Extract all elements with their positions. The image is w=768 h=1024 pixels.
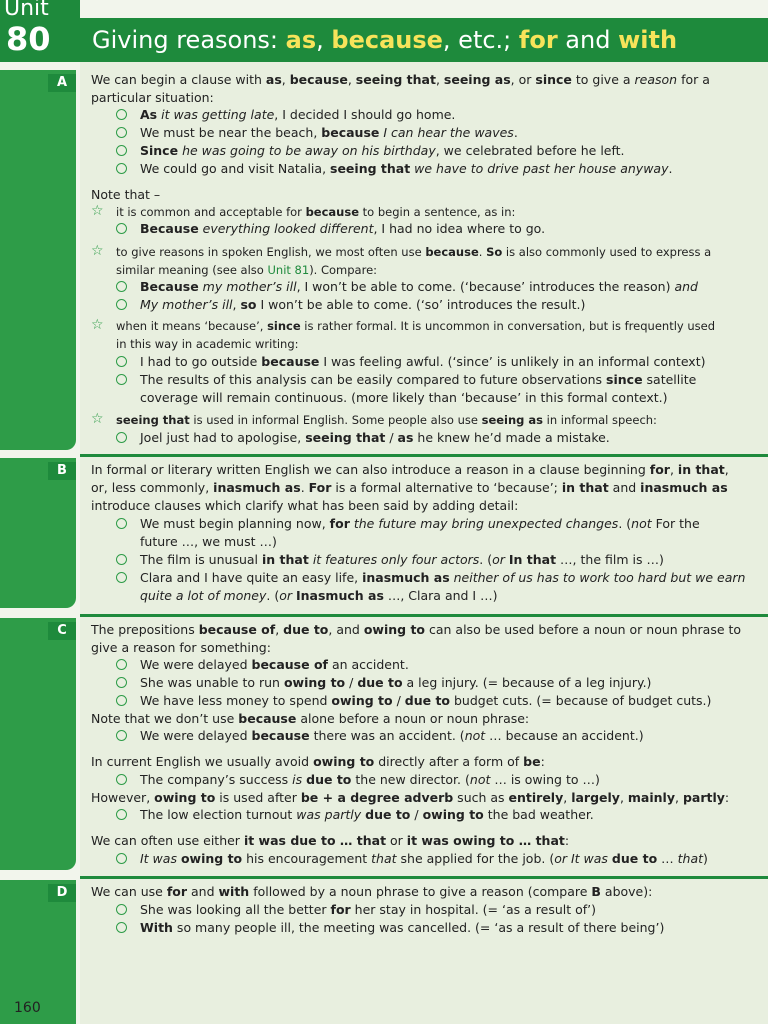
text-line: seeing that is used in informal English. Some people also use seeing as in informal speech:: [116, 413, 657, 427]
text-line: I had to go outside because I was feeling awful. (‘since’ is unlikely in an informal context): [140, 354, 706, 369]
text-line: similar meaning (see also Unit 81). Compare:: [116, 263, 378, 277]
text-line: My mother’s ill, so I won’t be able to come. (‘so’ introduces the result.): [140, 297, 586, 312]
section-letter-b: B: [48, 462, 76, 480]
text-line: Because my mother’s ill, I won’t be able to come. (‘because’ introduces the reason) and: [140, 279, 698, 294]
text-line: As it was getting late, I decided I should go home.: [140, 107, 456, 122]
star-icon: ☆: [91, 317, 104, 333]
bullet-icon: [116, 659, 127, 670]
text-line: With so many people ill, the meeting was cancelled. (= ‘as a result of there being’): [140, 920, 665, 935]
text-line: Since he was going to be away on his birthday, we celebrated before he left.: [140, 143, 625, 158]
bullet-icon: [116, 554, 127, 565]
text-line: particular situation:: [91, 90, 214, 105]
section-letter-d: D: [48, 884, 76, 902]
text-line: The company’s success is due to the new director. (not … is owing to …): [140, 772, 600, 787]
bullet-icon: [116, 922, 127, 933]
bullet-icon: [116, 145, 127, 156]
section-letter-a: A: [48, 74, 76, 92]
sidebar-section-c: [0, 618, 76, 870]
text-line: In formal or literary written English we can also introduce a reason in a clause beginning for, in that,: [91, 462, 729, 477]
bullet-icon: [116, 281, 127, 292]
text-line: However, owing to is used after be + a degree adverb such as entirely, largely, mainly, partly:: [91, 790, 730, 805]
text-line: We can often use either it was due to … that or it was owing to … that:: [91, 833, 570, 848]
text-line: quite a lot of money. (or Inasmuch as …, Clara and I …): [140, 588, 498, 603]
text-line: give a reason for something:: [91, 640, 271, 655]
bullet-icon: [116, 163, 127, 174]
text-line: or, less commonly, inasmuch as. For is a formal alternative to ‘because’; in that and inasmuch as: [91, 480, 728, 495]
text-line: She was looking all the better for her stay in hospital. (= ‘as a result of’): [140, 902, 596, 917]
bullet-icon: [116, 730, 127, 741]
bullet-icon: [116, 127, 127, 138]
text-line: We have less money to spend owing to / due to budget cuts. (= because of budget cuts.): [140, 693, 712, 708]
bullet-icon: [116, 809, 127, 820]
text-line: We must begin planning now, for the future may bring unexpected changes. (not For the: [140, 516, 700, 531]
text-line: coverage will remain continuous. (more likely than ‘because’ in this formal context.): [140, 390, 668, 405]
star-icon: ☆: [91, 411, 104, 427]
bullet-icon: [116, 572, 127, 583]
text-line: The low election turnout was partly due to / owing to the bad weather.: [140, 807, 594, 822]
unit-label: Unit: [4, 0, 49, 21]
text-line: Note that we don’t use because alone before a noun or noun phrase:: [91, 711, 530, 726]
text-line: We can use for and with followed by a noun phrase to give a reason (compare B above):: [91, 884, 653, 899]
text-line: Note that –: [91, 187, 161, 202]
divider: [80, 876, 768, 879]
text-line: to give reasons in spoken English, we most often use because. So is also commonly used to express a: [116, 245, 712, 259]
star-icon: ☆: [91, 203, 104, 219]
bullet-icon: [116, 374, 127, 385]
text-line: Clara and I have quite an easy life, inasmuch as neither of us has to work too hard but we earn: [140, 570, 746, 585]
bullet-icon: [116, 904, 127, 915]
text-line: We must be near the beach, because I can hear the waves.: [140, 125, 518, 140]
text-line: future …, we must …): [140, 534, 277, 549]
sidebar-section-a: [0, 70, 76, 450]
text-line: Because everything looked different, I had no idea where to go.: [140, 221, 546, 236]
unit-badge: [0, 0, 80, 62]
text-line: The results of this analysis can be easily compared to future observations since satellite: [140, 372, 697, 387]
text-line: She was unable to run owing to / due to a leg injury. (= because of a leg injury.): [140, 675, 652, 690]
bullet-icon: [116, 518, 127, 529]
bullet-icon: [116, 774, 127, 785]
text-line: We could go and visit Natalia, seeing that we have to drive past her house anyway.: [140, 161, 673, 176]
text-line: We were delayed because of an accident.: [140, 657, 409, 672]
text-line: We can begin a clause with as, because, seeing that, seeing as, or since to give a reason for a: [91, 72, 710, 87]
text-line: introduce clauses which clarify what has been said by adding detail:: [91, 498, 519, 513]
bullet-icon: [116, 677, 127, 688]
text-line: We were delayed because there was an accident. (not … because an accident.): [140, 728, 644, 743]
text-line: Joel just had to apologise, seeing that / as he knew he’d made a mistake.: [140, 430, 610, 445]
bullet-icon: [116, 356, 127, 367]
unit-number: 80: [6, 20, 51, 58]
sidebar-section-b: [0, 458, 76, 608]
section-letter-c: C: [48, 622, 76, 640]
bullet-icon: [116, 432, 127, 443]
text-line: The film is unusual in that it features only four actors. (or In that …, the film is …): [140, 552, 664, 567]
text-line: in this way in academic writing:: [116, 337, 299, 351]
text-line: it is common and acceptable for because to begin a sentence, as in:: [116, 205, 516, 219]
divider: [80, 454, 768, 457]
divider: [80, 614, 768, 617]
page-title: Giving reasons: as, because, etc.; for and with: [80, 18, 768, 62]
star-icon: ☆: [91, 243, 104, 259]
bullet-icon: [116, 695, 127, 706]
bullet-icon: [116, 299, 127, 310]
bullet-icon: [116, 109, 127, 120]
text-line: The prepositions because of, due to, and owing to can also be used before a noun or noun phrase to: [91, 622, 742, 637]
text-line: when it means ‘because’, since is rather formal. It is uncommon in conversation, but is frequently used: [116, 319, 716, 333]
bullet-icon: [116, 853, 127, 864]
text-line: In current English we usually avoid owing to directly after a form of be:: [91, 754, 545, 769]
bullet-icon: [116, 223, 127, 234]
text-line: It was owing to his encouragement that she applied for the job. (or It was due to … that): [140, 851, 708, 866]
page-number: 160: [14, 1000, 41, 1016]
